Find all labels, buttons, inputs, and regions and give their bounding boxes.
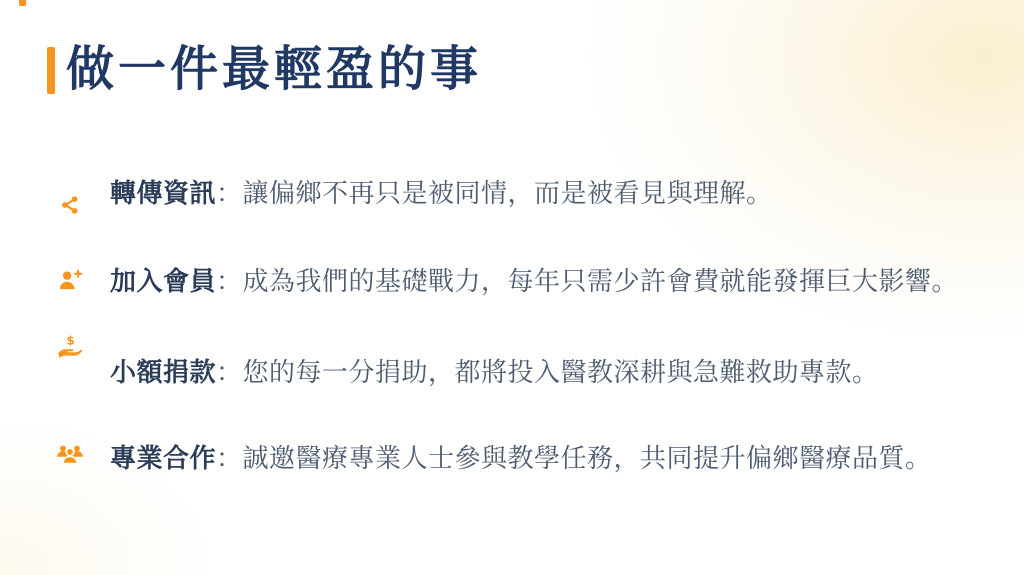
action-item-share: [52, 173, 994, 213]
action-item-text: [110, 438, 932, 478]
action-item-lead: 小額捐款: [110, 357, 217, 387]
action-item-lead: 專業合作: [110, 443, 217, 473]
action-item-text: [110, 261, 958, 301]
action-item-text: [110, 173, 773, 213]
slide-header: [47, 45, 482, 95]
action-item-lead: 轉傳資訊: [110, 178, 217, 208]
users-icon: [52, 442, 88, 468]
title-accent-bar: [47, 47, 55, 94]
action-item-desc: ：誠邀醫療專業人士參與教學任務，共同提升偏鄉醫療品質。: [216, 443, 932, 473]
action-item-desc: ：成為我們的基礎戰力，每年只需少許會費就能發揮巨大影響。: [216, 266, 959, 296]
action-item-donate: [52, 332, 994, 392]
corner-accent-mark: [19, 0, 26, 6]
action-item-lead: 加入會員: [110, 266, 217, 296]
svg-text:$: $: [65, 332, 75, 347]
action-item-desc: ：讓偏鄉不再只是被同情，而是被看見與理解。: [216, 178, 773, 208]
share-icon: [52, 195, 88, 215]
action-item-join: [52, 261, 994, 301]
action-item-text: [110, 352, 879, 392]
hand-holding-dollar-icon: [52, 332, 88, 361]
action-item-desc: ：您的每一分捐助，都將投入醫教深耕與急難救助專款。: [216, 357, 879, 387]
page-title: 做一件最輕盈的事: [66, 43, 483, 96]
action-item-collaborate: [52, 438, 994, 478]
user-plus-icon: [52, 268, 88, 291]
